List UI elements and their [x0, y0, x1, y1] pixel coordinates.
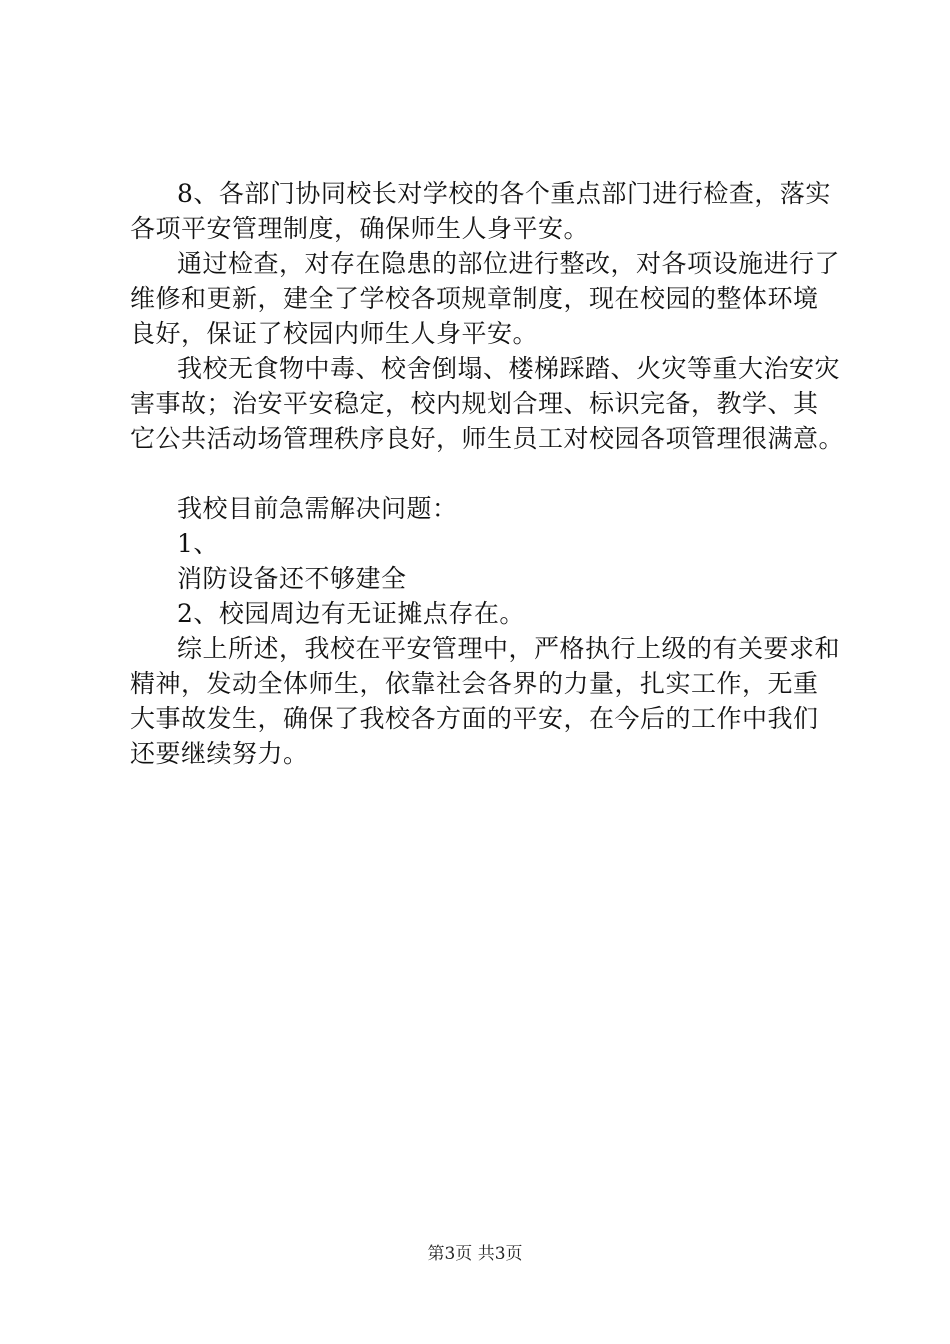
- page-number: 第3页 共3页: [427, 1244, 523, 1264]
- paragraph-spacer: [130, 456, 850, 491]
- text-line: 通过检查，对存在隐患的部位进行整改，对各项设施进行了: [177, 249, 841, 278]
- paragraph-summary: [130, 631, 850, 771]
- paragraph-inspection-1: [130, 176, 850, 246]
- text-line: 8、各部门协同校长对学校的各个重点部门进行检查，落实: [177, 179, 831, 208]
- text-line: 各项平安管理制度，确保师生人身平安。: [130, 214, 590, 243]
- paragraph-problems-heading: [130, 491, 850, 526]
- text-line: 精神，发动全体师生，依靠社会各界的力量，扎实工作，无重: [130, 669, 819, 698]
- paragraph-problem-2: [130, 596, 850, 631]
- paragraph-safety-status: [130, 351, 850, 456]
- text-line: 消防设备还不够建全: [177, 564, 407, 593]
- text-line: 还要继续努力。: [130, 739, 309, 768]
- text-line: 维修和更新，建全了学校各项规章制度，现在校园的整体环境: [130, 284, 819, 313]
- paragraph-problem-1-number: [130, 526, 850, 561]
- text-line: 我校无食物中毒、校舍倒塌、楼梯踩踏、火灾等重大治安灾: [177, 354, 841, 383]
- text-line: 综上所述，我校在平安管理中，严格执行上级的有关要求和: [177, 634, 841, 663]
- text-line: 它公共活动场管理秩序良好，师生员工对校园各项管理很满意。: [130, 424, 845, 453]
- text-line: 我校目前急需解决问题：: [177, 494, 458, 523]
- text-line: 大事故发生，确保了我校各方面的平安，在今后的工作中我们: [130, 704, 819, 733]
- paragraph-inspection-2: [130, 246, 850, 351]
- paragraph-problem-1-text: [130, 561, 850, 596]
- text-line: 1、: [177, 529, 219, 558]
- document-body: [130, 176, 850, 771]
- page-footer: [0, 1243, 950, 1265]
- text-line: 良好，保证了校园内师生人身平安。: [130, 319, 539, 348]
- text-line: 害事故；治安平安稳定，校内规划合理、标识完备，教学、其: [130, 389, 819, 418]
- text-line: 2、校园周边有无证摊点存在。: [177, 599, 525, 628]
